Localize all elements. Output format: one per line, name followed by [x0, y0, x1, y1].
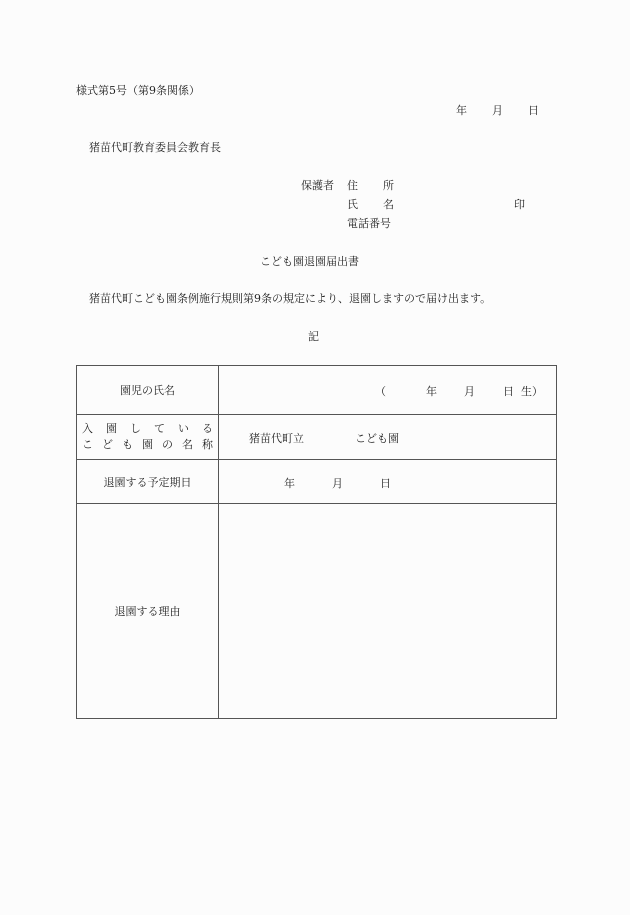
- facility-prefix: 猪苗代町立: [249, 432, 304, 445]
- submission-date: [456, 104, 539, 118]
- form-id: 様式第5号（第9条関係）: [76, 84, 200, 97]
- withdrawal-form-table: [76, 365, 557, 719]
- reason-label: 退園する理由: [77, 504, 219, 719]
- date-year: 年: [456, 104, 467, 117]
- withdrawal-date-field[interactable]: [219, 460, 557, 504]
- birth-day: 日: [503, 385, 514, 398]
- addressee: 猪苗代町教育委員会教育長: [89, 141, 221, 154]
- table-row-withdrawal-date: [77, 460, 557, 504]
- body-text: 猪苗代町こども園条例施行規則第9条の規定により、退園しますので届け出ます。: [89, 292, 492, 305]
- child-name-field[interactable]: [219, 366, 557, 415]
- reason-field[interactable]: [219, 504, 557, 719]
- note-mark: 記: [308, 330, 319, 343]
- facility-suffix: こども園: [355, 432, 399, 445]
- birth-open: （: [375, 385, 386, 398]
- guardian-label: 保護者: [301, 179, 334, 192]
- withdrawal-year: 年: [284, 477, 295, 490]
- table-row-child-name: [77, 366, 557, 415]
- document-title: こども園退園届出書: [260, 255, 359, 268]
- name-label: 氏 名: [347, 198, 394, 211]
- facility-name-label: [77, 415, 219, 460]
- birth-suffix: 生）: [521, 385, 543, 398]
- child-name-label: 園児の氏名: [77, 366, 219, 415]
- birth-year: 年: [426, 385, 437, 398]
- date-month: 月: [492, 104, 503, 117]
- table-row-reason: [77, 504, 557, 719]
- seal-mark: 印: [514, 198, 525, 211]
- table-row-facility-name: [77, 415, 557, 460]
- facility-name-field[interactable]: [219, 415, 557, 460]
- withdrawal-date-label: 退園する予定期日: [77, 460, 219, 504]
- withdrawal-month: 月: [332, 477, 343, 490]
- phone-label: 電話番号: [347, 217, 391, 230]
- facility-label-line2: こ ど も 園 の 名 称: [82, 438, 213, 451]
- date-day: 日: [528, 104, 539, 117]
- birth-month: 月: [464, 385, 475, 398]
- withdrawal-day: 日: [380, 477, 391, 490]
- address-label: 住 所: [347, 179, 394, 192]
- facility-label-line1: 入 園 し て い る: [82, 422, 213, 435]
